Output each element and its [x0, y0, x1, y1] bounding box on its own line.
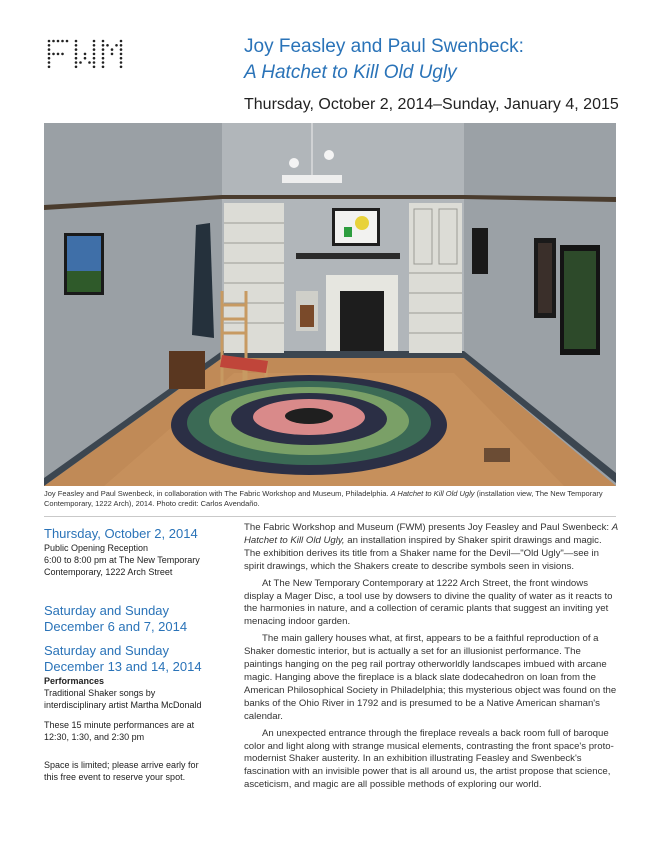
title-line-1: Joy Feasley and Paul Swenbeck: — [244, 36, 524, 57]
event3-date: Saturday and Sunday December 13 and 14, 2014 — [44, 643, 202, 674]
performances-heading: Performances — [44, 676, 105, 686]
event1-title: Public Opening Reception — [44, 543, 149, 553]
installation-photo — [44, 123, 616, 486]
paragraph-2: At The New Temporary Contemporary at 1222 Arch Street, the front windows display a Mager Disc, a tool use by dowsers to divine the quality of water as it reacts to the harmonies in nature, and a collection of ceramic plants that suggest an inviting yet menacing indoor garden. — [244, 577, 613, 628]
photo-caption — [44, 489, 616, 509]
performances-times: These 15 minute performances are at 12:30, 1:30, and 2:30 pm — [44, 720, 195, 742]
paragraph-1-lead: The Fabric Workshop and Museum (FWM) presents Joy Feasley and Paul Swenbeck: — [244, 522, 610, 533]
caption-credit: (installation view, The New Temporary Contemporary, 1222 Arch), 2014. Photo credit: Carlos Avendaño. — [44, 489, 603, 508]
event2-date: Saturday and Sunday December 6 and 7, 2014 — [44, 603, 188, 634]
event1-date: Thursday, October 2, 2014 — [44, 526, 198, 541]
events-sidebar — [44, 526, 234, 783]
body-text — [244, 522, 618, 796]
exhibition-dates: Thursday, October 2, 2014–Sunday, January 4, 2015 — [244, 96, 619, 113]
divider — [44, 516, 616, 517]
paragraph-1-title: A Hatchet to Kill Old Ugly, — [244, 522, 618, 546]
caption-text: Joy Feasley and Paul Swenbeck, in collaboration with The Fabric Workshop and Museum, Philadelphia. — [44, 489, 389, 498]
attendance-note: Space is limited; please arrive early for this free event to reserve your spot. — [44, 760, 199, 782]
title-line-2: A Hatchet to Kill Old Ugly — [244, 62, 457, 83]
caption-italic-title: A Hatchet to Kill Old Ugly — [390, 489, 475, 498]
paragraph-3: The main gallery houses what, at first, appears to be a faithful reproduction of a Shaker domestic interior, but is actually a set for an illusionist performance. The paintings hanging on the peg rail portray otherworldly landscapes imbued with arcane magic. Hanging above the fireplace is a black slate dodecahedron on loan from the American Philosophical Society in Philadelphia; this mysterious object was found on the banks of the Ohio River in 1792 and is presumed to be a Native American shaman's calendar. — [244, 633, 617, 722]
paragraph-1-rest: an installation inspired by Shaker spirit drawings and magic. The exhibition derives its title from a Shaker name for the Devil—"Old Ugly"—see in spirit drawings, which the Shakers create to describe symbols seen in visions. — [244, 534, 602, 572]
fwm-logo — [46, 38, 126, 70]
event1-time: 6:00 to 8:00 pm at The New Temporary Contemporary, 1222 Arch Street — [44, 555, 200, 577]
performances-desc: Traditional Shaker songs by interdisciplinary artist Martha McDonald — [44, 688, 202, 710]
paragraph-1 — [244, 522, 618, 574]
exhibition-title — [244, 34, 524, 86]
paragraph-4: An unexpected entrance through the fireplace reveals a back room full of baroque color and light along with strange musical elements, contrasting the front space's proto-modernist Shaker austerity. In an exhibition illustrating Feasley and Swenbeck's fascination with an invisible power that is all around us, the artist propose that science, asceticism, and magic are all possible methods of exploring our world. — [244, 727, 614, 791]
